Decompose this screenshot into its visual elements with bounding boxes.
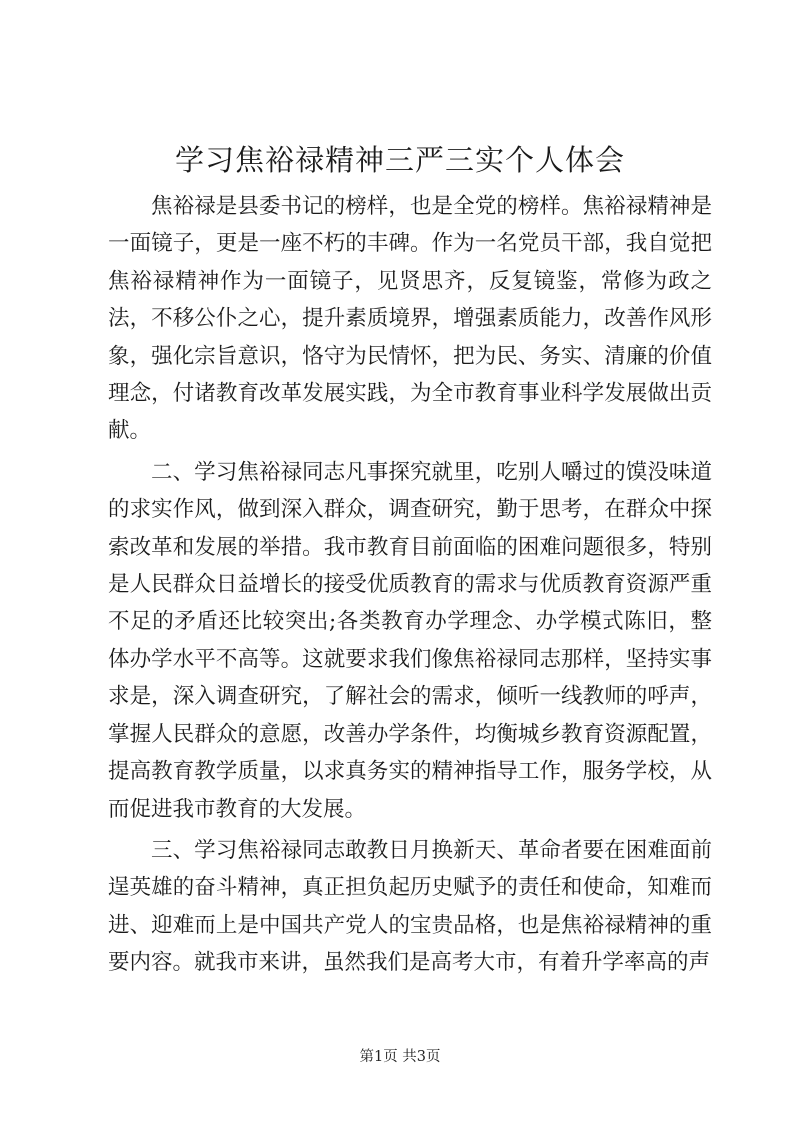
paragraph-2: 二、学习焦裕禄同志凡事探究就里，吃别人嚼过的馍没味道的求实作风，做到深入群众，调查研究，勤于思考，在群众中探索改革和发展的举措。我市教育目前面临的困难问题很多，特别是人民群众日益增长的接受优质教育的需求与优质教育资源严重不足的矛盾还比较突出;各类教育办学理念、办学模式陈旧，整体办学水平不高等。这就要求我们像焦裕禄同志那样，坚持实事求是，深入调查研究，了解社会的需求，倾听一线教师的呼声，掌握人民群众的意愿，改善办学条件，均衡城乡教育资源配置，提高教育教学质量，以求真务实的精神指导工作，服务学校，从而促进我市教育的大发展。: [108, 459, 712, 822]
document-body: [108, 188, 712, 982]
page-number-footer: 第1页 共3页: [359, 1049, 441, 1065]
paragraph-1: 焦裕禄是县委书记的榜样，也是全党的榜样。焦裕禄精神是一面镜子，更是一座不朽的丰碑。作为一名党员干部，我自觉把焦裕禄精神作为一面镜子，见贤思齐，反复镜鉴，常修为政之法，不移公仆之心，提升素质境界，增强素质能力，改善作风形象，强化宗旨意识，恪守为民情怀，把为民、务实、清廉的价值理念，付诸教育改革发展实践，为全市教育事业科学发展做出贡献。: [108, 194, 712, 444]
document-title: 学习焦裕禄精神三严三实个人体会: [174, 143, 625, 177]
paragraph-3: 三、学习焦裕禄同志敢教日月换新天、革命者要在困难面前逞英雄的奋斗精神，真正担负起历史赋予的责任和使命，知难而进、迎难而上是中国共产党人的宝贵品格，也是焦裕禄精神的重要内容。就我市来讲，虽然我们是高考大市，有着升学率高的声: [108, 837, 712, 976]
